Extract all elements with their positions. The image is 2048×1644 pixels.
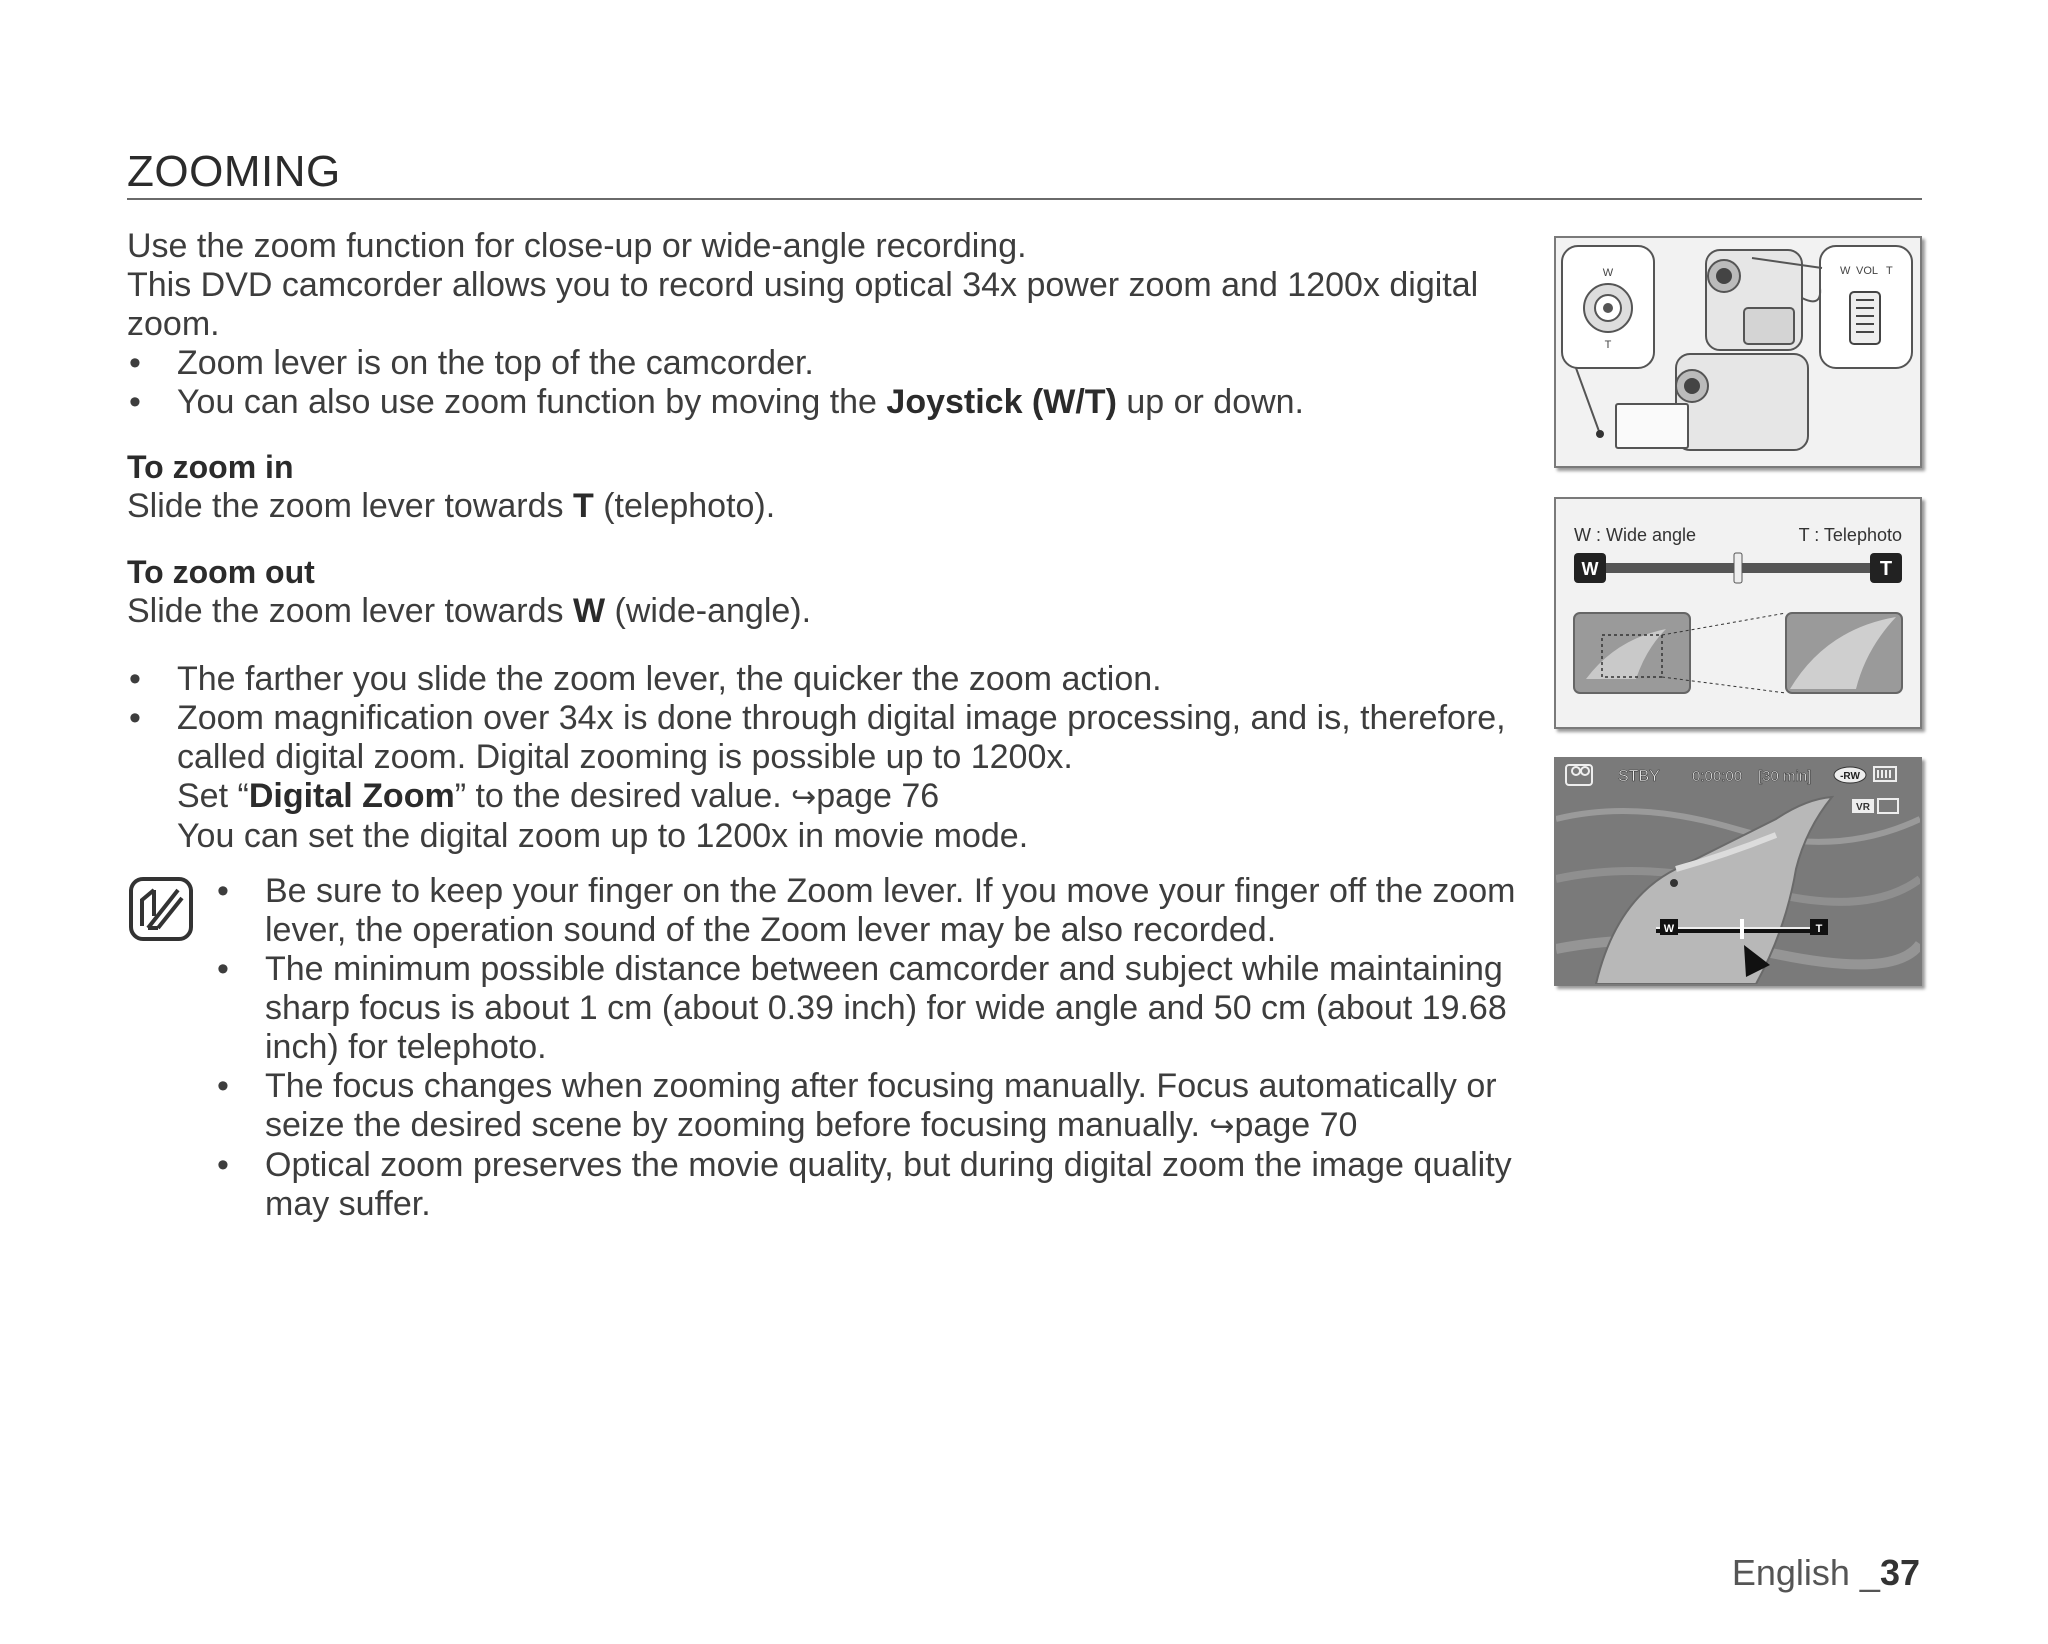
zoom-in-heading: To zoom in [127, 449, 294, 485]
note-1-text: Be sure to keep your finger on the Zoom lever. If you move your finger off the zoom lever, the operation sound of the Zoom lever may be also recorded. [265, 872, 1516, 949]
note-4-text: Optical zoom preserves the movie quality, but during digital zoom the image quality may suffer. [265, 1146, 1512, 1223]
page-title: ZOOMING [127, 148, 1922, 200]
lcd-screen-diagram [1554, 757, 1922, 986]
zoom-bullet-2-line-3: You can set the digital zoom up to 1200x in movie mode. [177, 817, 1029, 855]
note-2 [215, 950, 1550, 1067]
notes-section [215, 872, 1550, 1224]
intro-bullets [127, 344, 1527, 422]
zoom-out-key: W [572, 592, 606, 630]
zoom-bar-diagram [1554, 497, 1922, 729]
zoom-bullet-2-line-2 [177, 777, 1537, 817]
zoom-bullet-2-line-1: • Zoom magnification over 34x is done through digital image processing, and is, therefore, called digital zoom. Digital zooming is possible up to 1200x. [177, 699, 1506, 776]
note-2-text: The minimum possible distance between camcorder and subject while maintaining sharp focus is about 1 cm (about 0.39 inch) for wide angle and 50 cm (about 19.68 inch) for telephoto. [265, 950, 1507, 1066]
lever-w-label: W [1840, 265, 1851, 277]
lever-t-label: T [1886, 265, 1893, 277]
zoom-bullet-1-text: The farther you slide the zoom lever, the quicker the zoom action. [177, 660, 1162, 698]
zoom-bullet-2 [127, 699, 1537, 856]
time-counter: 0:00:00 [1692, 768, 1743, 785]
remaining-time: [30 min] [1758, 768, 1812, 785]
zoom-in-text [127, 487, 1527, 526]
note-3-text: The focus changes when zooming after focusing manually. Focus automatically or seize the desired scene by zooming before focusing manually. [265, 1067, 1497, 1144]
zoom-bullets-section [127, 660, 1537, 856]
set-pre: Set “ [177, 777, 249, 815]
zoom-out-pre: Slide the zoom lever towards [127, 592, 573, 630]
notes-list [215, 872, 1550, 1224]
zoom-bullets [127, 660, 1537, 856]
footer-language: English _ [1731, 1552, 1880, 1593]
zoom-out-heading: To zoom out [127, 554, 315, 590]
intro-bullet-2-pre: You can also use zoom function by moving the [177, 383, 887, 421]
intro-line-1: Use the zoom function for close-up or wide-angle recording. [127, 227, 1027, 265]
page-ref-76[interactable]: page 76 [816, 777, 940, 815]
page-number: 37 [1879, 1552, 1920, 1593]
intro-bullet-1-text: Zoom lever is on the top of the camcorder. [177, 344, 814, 382]
page-footer [1732, 1552, 1920, 1594]
joystick-term: Joystick (W/T) [886, 383, 1117, 421]
telephoto-label: T : Telephoto [1798, 525, 1902, 545]
set-post: ” to the desired value. [454, 777, 792, 815]
vr-mode-badge: VR [1856, 802, 1870, 813]
zoom-out-post: (wide-angle). [605, 592, 812, 630]
status-standby: STBY [1618, 768, 1660, 785]
note-icon [128, 876, 194, 942]
page-ref-70[interactable]: page 70 [1234, 1106, 1358, 1144]
note-4 [215, 1146, 1550, 1224]
bar-w-icon: W [1581, 559, 1599, 579]
lcd-t-icon: T [1815, 923, 1823, 935]
wide-angle-label: W : Wide angle [1574, 525, 1697, 545]
disc-type-badge: -RW [1840, 771, 1860, 782]
digital-zoom-term: Digital Zoom [248, 777, 455, 815]
page-ref-arrow-icon: ↪ [791, 781, 817, 814]
joystick-w-label: W [1602, 267, 1614, 279]
camcorder-diagram [1554, 236, 1922, 468]
zoom-out-text [127, 592, 1527, 631]
note-1 [215, 872, 1550, 950]
bar-t-icon: T [1879, 558, 1893, 580]
zoom-in-pre: Slide the zoom lever towards [127, 487, 573, 525]
intro-bullet-1 [127, 344, 1527, 383]
zoom-out-section [127, 553, 1527, 631]
note-3 [215, 1067, 1550, 1146]
zoom-in-section [127, 448, 1527, 526]
intro-section [127, 227, 1527, 422]
intro-bullet-2 [127, 383, 1527, 422]
zoom-in-post: (telephoto). [593, 487, 776, 525]
lcd-w-icon: W [1663, 923, 1675, 935]
intro-bullet-2-post: up or down. [1116, 383, 1305, 421]
zoom-bullet-1 [127, 660, 1537, 699]
zoom-in-key: T [572, 487, 594, 525]
joystick-t-label: T [1604, 339, 1612, 351]
lever-vol-label: VOL [1856, 265, 1879, 277]
page-ref-arrow-icon: ↪ [1209, 1110, 1235, 1143]
intro-line-2: This DVD camcorder allows you to record using optical 34x power zoom and 1200x digital zoom. [127, 266, 1479, 343]
